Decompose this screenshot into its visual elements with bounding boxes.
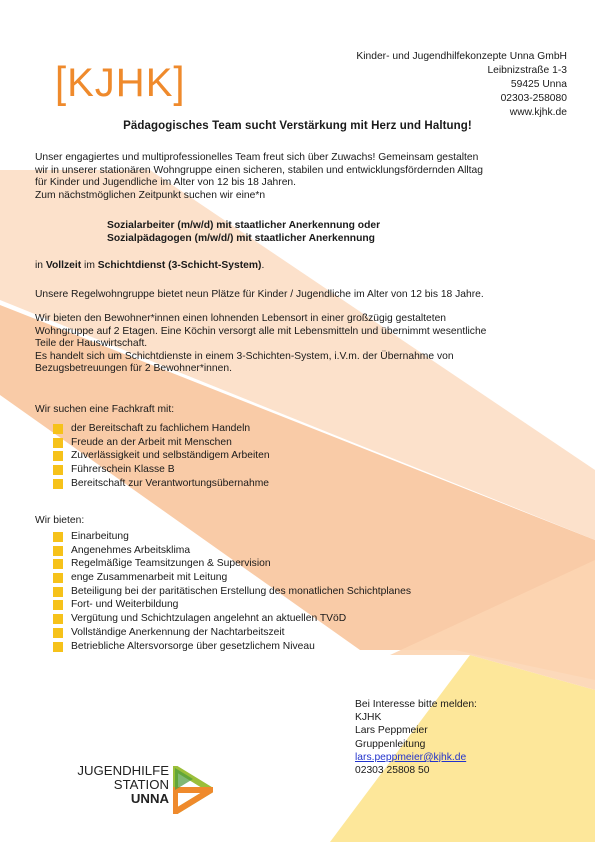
list-item — [53, 626, 533, 640]
list-item — [53, 612, 533, 626]
list-item-text: Beteiligung bei der paritätischen Erstellung des monatlichen Schichtplanes — [71, 585, 412, 597]
intro-line: für Kinder und Jugendliche im Alter von 12 bis 18 Jahren. — [35, 177, 297, 189]
bullet-square-icon — [53, 479, 63, 489]
contact-block — [355, 698, 555, 777]
position-title: Sozialpädagogen (m/w/d/) mit staatlicher Anerkennung — [107, 232, 375, 244]
intro-line: Zum nächstmöglichen Zeitpunkt suchen wir eine*n — [35, 189, 266, 201]
org-name: Kinder- und Jugendhilfekonzepte Unna GmbH — [356, 51, 567, 62]
address-block — [247, 50, 567, 120]
website-link[interactable]: www.kjhk.de — [509, 107, 567, 118]
list-item — [53, 544, 533, 558]
list-item-text: Betriebliche Altersvorsorge über gesetzlichem Niveau — [71, 640, 315, 652]
list-item — [53, 557, 533, 571]
list-item-text: der Bereitschaft zu fachlichem Handeln — [71, 423, 251, 434]
station-logo-line: STATION — [113, 777, 169, 793]
contact-intro: Bei Interesse bitte melden: — [355, 699, 477, 710]
list-item — [53, 530, 533, 544]
bullet-square-icon — [53, 438, 63, 448]
offer-line: Wir bieten den Bewohner*innen einen lohnenden Lebensort in einer großzügig gestalteten — [35, 313, 447, 324]
list-item — [53, 640, 533, 654]
station-logo-line: JUGENDHILFE — [77, 763, 169, 778]
position-title: Sozialarbeiter (m/w/d) mit staatlicher Anerkennung oder — [107, 220, 381, 231]
list-item-text: Regelmäßige Teamsitzungen & Supervision — [71, 558, 271, 570]
seek-list — [53, 422, 533, 490]
contact-org: KJHK — [355, 712, 382, 724]
mode-fulltime: Vollzeit — [45, 260, 82, 271]
bullet-square-icon — [53, 424, 63, 434]
city: 59425 Unna — [510, 79, 567, 90]
bullet-square-icon — [53, 546, 63, 556]
kjhk-logo — [55, 58, 190, 108]
bullet-square-icon — [53, 628, 63, 638]
bullet-square-icon — [53, 600, 63, 610]
list-item — [53, 477, 533, 491]
offer-list-title: Wir bieten: — [35, 515, 85, 526]
contact-name: Lars Peppmeier — [355, 725, 428, 737]
offer-paragraph — [35, 313, 565, 376]
list-item — [53, 598, 533, 612]
mode-suffix: . — [261, 260, 265, 271]
list-item-text: Zuverlässigkeit und selbständigem Arbeiten — [71, 450, 270, 462]
contact-phone: 02303 25808 50 — [355, 765, 430, 777]
list-item — [53, 571, 533, 585]
bullet-square-icon — [53, 587, 63, 597]
contact-email-link[interactable]: lars.peppmeier@kjhk.de — [355, 751, 467, 763]
bullet-square-icon — [53, 465, 63, 475]
list-item — [53, 585, 533, 599]
contact-role: Gruppenleitung — [355, 738, 426, 750]
list-item — [53, 449, 533, 463]
list-item-text: Führerschein Klasse B — [71, 464, 175, 476]
offer-line: Es handelt sich um Schichtdienste in einem 3-Schichten-System, i.V.m. der Übernahme von — [35, 350, 454, 362]
jugendhilfe-station-logo — [57, 764, 237, 820]
list-item-text: Fort- und Weiterbildung — [71, 599, 179, 611]
list-item-text: Vollständige Anerkennung der Nachtarbeitszeit — [71, 626, 285, 638]
phone: 02303-258080 — [500, 93, 567, 104]
list-item — [53, 463, 533, 477]
bullet-square-icon — [53, 451, 63, 461]
group-description: Unsere Regelwohngruppe bietet neun Plätze für Kinder / Jugendliche im Alter von 12 bis 18 Jahre. — [35, 289, 484, 300]
logo-letters: KJHK — [67, 61, 174, 105]
street: Leibnizstraße 1-3 — [487, 65, 567, 76]
position-titles — [107, 220, 527, 245]
bullet-square-icon — [53, 614, 63, 624]
intro-line: Unser engagiertes und multiprofessionelles Team freut sich über Zuwachs! Gemeinsam gestalten — [35, 152, 479, 163]
offer-list — [53, 530, 533, 653]
bullet-square-icon — [53, 573, 63, 583]
mode-shift: Schichtdienst (3-Schicht-System) — [97, 260, 262, 271]
list-item-text: Angenehmes Arbeitsklima — [71, 544, 191, 556]
logo-bracket-left: [ — [55, 59, 68, 107]
list-item — [53, 436, 533, 450]
play-triangle-logo-icon — [173, 766, 213, 814]
list-item-text: enge Zusammenarbeit mit Leitung — [71, 572, 228, 584]
bullet-square-icon — [53, 642, 63, 652]
intro-line: wir in unserer stationären Wohngruppe einen sicheren, stabilen und entwicklungsfördernden Alltag — [35, 164, 483, 176]
list-item — [53, 422, 533, 436]
headline: Pädagogisches Team sucht Verstärkung mit Herz und Haltung! — [123, 120, 472, 132]
list-item-text: Vergütung und Schichtzulagen angelehnt an aktuellen TVöD — [71, 613, 347, 625]
list-item-text: Einarbeitung — [71, 531, 129, 542]
bullet-square-icon — [53, 532, 63, 542]
logo-bracket-right: ] — [173, 59, 186, 107]
mode-prefix: in — [35, 260, 44, 271]
station-logo-line: UNNA — [130, 791, 169, 807]
offer-line: Bezugsbetreuungen für 2 Bewohner*innen. — [35, 363, 232, 375]
seek-list-title: Wir suchen eine Fachkraft mit: — [35, 404, 175, 415]
mode-middle: im — [84, 260, 95, 271]
list-item-text: Bereitschaft zur Verantwortungsübernahme — [71, 477, 270, 489]
intro-paragraph — [35, 152, 565, 202]
list-item-text: Freude an der Arbeit mit Menschen — [71, 436, 232, 448]
bullet-square-icon — [53, 559, 63, 569]
offer-line: Wohngruppe auf 2 Etagen. Eine Köchin versorgt alle mit Lebensmitteln und übernimmt wesentliche — [35, 325, 487, 337]
station-logo-text — [57, 764, 169, 807]
employment-mode — [35, 260, 565, 273]
offer-line: Teile der Hauswirtschaft. — [35, 338, 148, 350]
